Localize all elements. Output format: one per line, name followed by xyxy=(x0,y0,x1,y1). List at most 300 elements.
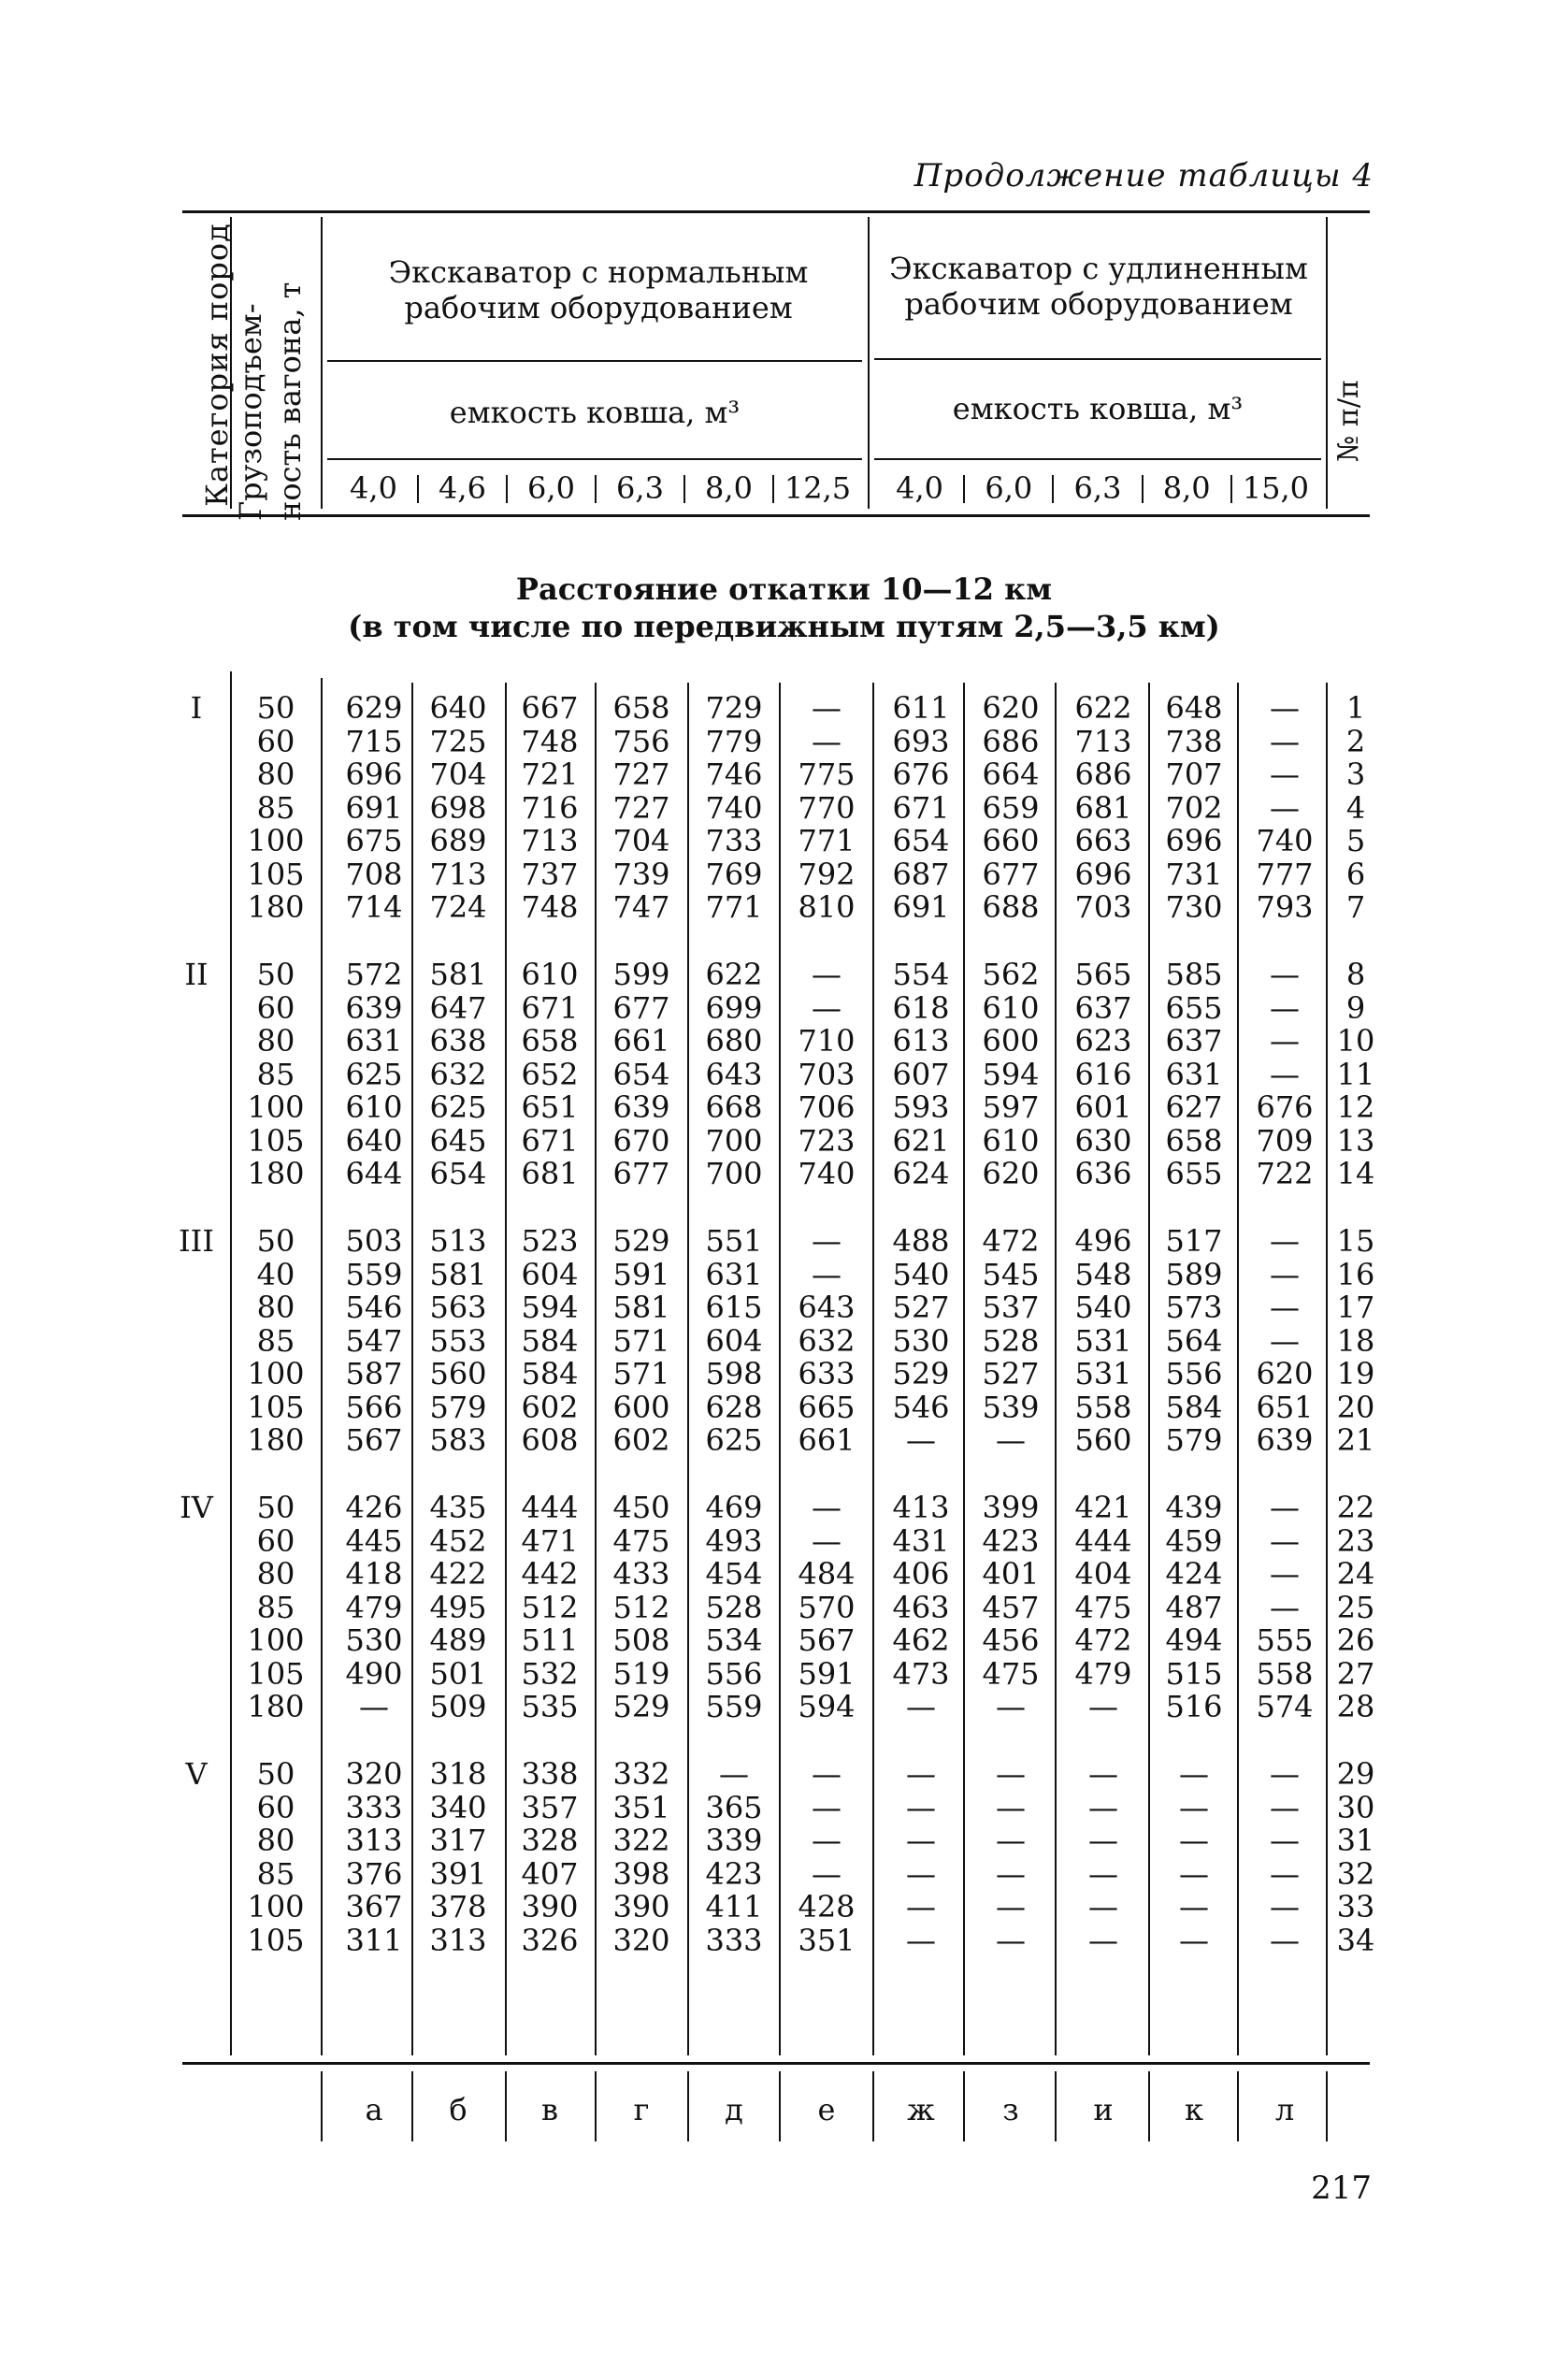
column-letter: г xyxy=(633,2092,650,2127)
table-cell: 671 xyxy=(892,789,950,826)
table-cell: 731 xyxy=(1165,856,1223,892)
capacity-header-line1: Грузоподъем- xyxy=(233,303,268,521)
table-cell: 740 xyxy=(705,789,763,826)
row-number-column xyxy=(1332,1225,1379,1458)
table-cell: 450 xyxy=(612,1490,670,1525)
table-cell: 687 xyxy=(892,856,950,892)
table-cell: 566 xyxy=(345,1389,403,1425)
row-number: 10 xyxy=(1336,1023,1375,1059)
table-cell: 534 xyxy=(705,1622,763,1658)
row-number: 17 xyxy=(1336,1290,1375,1325)
table-cell: 399 xyxy=(982,1490,1040,1525)
bucket-volume: 8,0 xyxy=(1162,470,1211,506)
table-cell: 585 xyxy=(1165,957,1223,992)
table-cell: 584 xyxy=(1165,1389,1223,1425)
table-cell: — xyxy=(1270,957,1300,992)
table-cell: 607 xyxy=(892,1056,950,1092)
data-column xyxy=(692,1225,776,1458)
section-title xyxy=(0,570,1568,645)
table-cell: 733 xyxy=(705,823,763,858)
bucket-volume: 4,6 xyxy=(439,470,486,506)
table-cell: 563 xyxy=(429,1290,487,1325)
table-cell: 489 xyxy=(429,1622,487,1658)
extended-bucket-label: емкость ковша, м³ xyxy=(952,391,1244,426)
table-cell: — xyxy=(1179,1922,1209,1958)
capacity-cell: 105 xyxy=(247,856,305,892)
table-cell: — xyxy=(359,1689,389,1724)
table-cell: 610 xyxy=(345,1089,403,1125)
section-title-line2: (в том числе по передвижным путям 2,5—3,5 км) xyxy=(348,609,1220,644)
data-column xyxy=(599,959,683,1191)
row-number: 2 xyxy=(1345,723,1366,759)
row-number: 30 xyxy=(1336,1789,1375,1825)
table-cell: — xyxy=(906,1855,936,1892)
table-cell: 639 xyxy=(345,989,403,1026)
table-cell: 604 xyxy=(705,1322,763,1359)
capacity-cell: 60 xyxy=(256,723,295,759)
row-number: 29 xyxy=(1336,1756,1375,1792)
data-column xyxy=(1243,692,1327,925)
table-cell: — xyxy=(812,1256,842,1292)
table-cell: 452 xyxy=(429,1522,487,1559)
table-cell: 537 xyxy=(982,1290,1040,1325)
table-cell: 710 xyxy=(798,1023,856,1059)
capacity-cell: 80 xyxy=(256,1556,295,1592)
data-column xyxy=(416,1492,500,1724)
table-cell: 581 xyxy=(612,1290,670,1325)
header-subrule xyxy=(874,458,1321,460)
bucket-volume: 4,0 xyxy=(350,470,397,506)
table-cell: 462 xyxy=(892,1622,950,1658)
table-cell: — xyxy=(1270,1256,1300,1292)
table-cell: 527 xyxy=(892,1290,950,1325)
table-cell: 677 xyxy=(982,856,1040,892)
table-cell: 555 xyxy=(1256,1622,1314,1658)
table-cell: 655 xyxy=(1165,989,1223,1026)
table-cell: 640 xyxy=(345,1122,403,1159)
capacity-column xyxy=(238,959,313,1191)
column-letter: е xyxy=(817,2092,836,2127)
table-cell: 515 xyxy=(1165,1655,1223,1692)
table-cell: — xyxy=(1270,1556,1300,1592)
table-cell: 567 xyxy=(345,1422,403,1458)
table-cell: 654 xyxy=(892,823,950,858)
table-cell: 571 xyxy=(612,1356,670,1391)
table-cell: 748 xyxy=(521,889,579,925)
capacity-cell: 180 xyxy=(247,1156,305,1191)
table-cell: 739 xyxy=(612,856,670,892)
table-cell: 554 xyxy=(892,957,950,992)
table-cell: — xyxy=(906,1422,936,1458)
table-cell: 700 xyxy=(705,1122,763,1159)
row-number-column xyxy=(1332,692,1379,925)
table-cell: 681 xyxy=(521,1156,579,1191)
table-cell: 721 xyxy=(521,757,579,792)
table-cell: 472 xyxy=(1074,1622,1132,1658)
row-number: 5 xyxy=(1345,823,1366,858)
table-cell: 471 xyxy=(521,1522,579,1559)
table-cell: 691 xyxy=(345,789,403,826)
table-cell: 401 xyxy=(982,1556,1040,1592)
table-cell: — xyxy=(906,1823,936,1858)
table-cell: — xyxy=(1270,1290,1300,1325)
table-cell: 435 xyxy=(429,1490,487,1525)
table-cell: 532 xyxy=(521,1655,579,1692)
data-column xyxy=(784,1492,869,1724)
volume-separator xyxy=(595,475,597,503)
table-cell: 633 xyxy=(798,1356,856,1391)
body-divider xyxy=(963,683,965,2055)
table-cell: 703 xyxy=(1074,889,1132,925)
data-column xyxy=(784,692,869,925)
table-cell: — xyxy=(906,1689,936,1724)
table-cell: 688 xyxy=(982,889,1040,925)
table-cell: — xyxy=(812,1756,842,1792)
section-title-line1: Расстояние откатки 10—12 км xyxy=(515,571,1053,607)
table-cell: 487 xyxy=(1165,1589,1223,1625)
table-cell: 445 xyxy=(345,1522,403,1559)
table-cell: 676 xyxy=(1256,1089,1314,1125)
body-divider xyxy=(779,683,781,2055)
table-cell: 620 xyxy=(982,1156,1040,1191)
row-number: 14 xyxy=(1336,1156,1375,1191)
table-cell: — xyxy=(812,989,842,1026)
table-cell: 390 xyxy=(612,1889,670,1924)
table-cell: 660 xyxy=(982,823,1040,858)
table-cell: 573 xyxy=(1165,1290,1223,1325)
table-cell: 601 xyxy=(1074,1089,1132,1125)
table-cell: 696 xyxy=(1074,856,1132,892)
table-cell: 663 xyxy=(1074,823,1132,858)
table-cell: 574 xyxy=(1256,1689,1314,1724)
capacity-cell: 50 xyxy=(256,1756,295,1792)
data-column xyxy=(969,959,1053,1191)
table-cell: 579 xyxy=(1165,1422,1223,1458)
data-column xyxy=(1152,692,1236,925)
table-cell: 644 xyxy=(345,1156,403,1191)
table-cell: 771 xyxy=(705,889,763,925)
table-cell: — xyxy=(1179,1855,1209,1892)
table-cell: 625 xyxy=(429,1089,487,1125)
table-cell: 723 xyxy=(798,1122,856,1159)
table-cell: 654 xyxy=(612,1056,670,1092)
table-cell: 322 xyxy=(612,1823,670,1858)
table-cell: 512 xyxy=(521,1589,579,1625)
capacity-header-line2: ность вагона, т xyxy=(272,281,308,521)
column-letter: з xyxy=(1002,2092,1019,2127)
table-cell: 572 xyxy=(345,957,403,992)
row-number: 34 xyxy=(1336,1922,1375,1958)
table-cell: 632 xyxy=(798,1322,856,1359)
table-cell: 693 xyxy=(892,723,950,759)
table-cell: 667 xyxy=(521,690,579,726)
table-cell: 729 xyxy=(705,690,763,726)
table-cell: 664 xyxy=(982,757,1040,792)
table-cell: — xyxy=(996,1889,1026,1924)
table-cell: 376 xyxy=(345,1855,403,1892)
table-cell: 495 xyxy=(429,1589,487,1625)
table-cell: 556 xyxy=(705,1655,763,1692)
table-cell: 407 xyxy=(521,1855,579,1892)
table-cell: — xyxy=(812,690,842,726)
table-cell: 651 xyxy=(1256,1389,1314,1425)
letter-separator xyxy=(1237,2071,1239,2141)
data-column xyxy=(784,1225,869,1458)
capacity-cell: 105 xyxy=(247,1389,305,1425)
capacity-cell: 80 xyxy=(256,1290,295,1325)
table-cell: — xyxy=(996,1922,1026,1958)
table-cell: — xyxy=(1088,1855,1118,1892)
extended-equipment-title xyxy=(874,251,1323,322)
table-cell: 713 xyxy=(521,823,579,858)
table-cell: 463 xyxy=(892,1589,950,1625)
table-cell: 444 xyxy=(521,1490,579,1525)
table-cell: 529 xyxy=(612,1689,670,1724)
page-number: 217 xyxy=(1311,2169,1372,2207)
table-cell: 560 xyxy=(429,1356,487,1391)
table-cell: 611 xyxy=(892,690,950,726)
table-cell: 631 xyxy=(1165,1056,1223,1092)
table-cell: 631 xyxy=(345,1023,403,1059)
capacity-cell: 60 xyxy=(256,989,295,1026)
table-cell: 479 xyxy=(1074,1655,1132,1692)
row-number: 24 xyxy=(1336,1556,1375,1592)
data-column xyxy=(969,1758,1053,1957)
data-column xyxy=(599,1225,683,1458)
table-cell: 602 xyxy=(521,1389,579,1425)
data-column xyxy=(1061,959,1145,1191)
table-cell: 655 xyxy=(1165,1156,1223,1191)
data-column xyxy=(332,959,416,1191)
table-cell: 479 xyxy=(345,1589,403,1625)
table-cell: 490 xyxy=(345,1655,403,1692)
data-column xyxy=(784,959,869,1191)
table-cell: 423 xyxy=(705,1855,763,1892)
table-cell: 725 xyxy=(429,723,487,759)
row-number: 15 xyxy=(1336,1223,1375,1259)
normal-title-line1: Экскаватор с нормальным xyxy=(388,254,809,290)
table-cell: 659 xyxy=(982,789,1040,826)
table-cell: 777 xyxy=(1256,856,1314,892)
table-cell: 398 xyxy=(612,1855,670,1892)
table-cell: 567 xyxy=(798,1622,856,1658)
data-column xyxy=(969,1492,1053,1724)
table-cell: 512 xyxy=(612,1589,670,1625)
table-cell: 551 xyxy=(705,1223,763,1259)
data-column xyxy=(1243,959,1327,1191)
table-cell: 351 xyxy=(798,1922,856,1958)
table-cell: 616 xyxy=(1074,1056,1132,1092)
table-cell: 709 xyxy=(1256,1122,1314,1159)
table-cell: — xyxy=(1270,1023,1300,1059)
column-letter: и xyxy=(1093,2092,1114,2127)
table-cell: 625 xyxy=(705,1422,763,1458)
table-cell: 584 xyxy=(521,1322,579,1359)
bucket-volume: 6,0 xyxy=(985,470,1033,506)
letter-separator xyxy=(872,2071,874,2141)
table-cell: 722 xyxy=(1256,1156,1314,1191)
header-top-rule xyxy=(182,210,1370,213)
table-cell: 421 xyxy=(1074,1490,1132,1525)
table-cell: 493 xyxy=(705,1522,763,1559)
data-column xyxy=(1243,1225,1327,1458)
table-cell: 629 xyxy=(345,690,403,726)
table-cell: — xyxy=(1270,1490,1300,1525)
data-column xyxy=(969,1225,1053,1458)
table-cell: 351 xyxy=(612,1789,670,1825)
volume-separator xyxy=(1052,475,1054,503)
row-number: 23 xyxy=(1336,1522,1375,1559)
row-number-column xyxy=(1332,1758,1379,1957)
table-cell: 647 xyxy=(429,989,487,1026)
table-cell: 622 xyxy=(705,957,763,992)
letter-separator xyxy=(1148,2071,1150,2141)
table-cell: 623 xyxy=(1074,1023,1132,1059)
table-cell: — xyxy=(1088,1789,1118,1825)
row-number: 21 xyxy=(1336,1422,1375,1458)
row-number: 20 xyxy=(1336,1389,1375,1425)
table-cell: 665 xyxy=(798,1389,856,1425)
table-cell: — xyxy=(1270,1756,1300,1792)
capacity-cell: 100 xyxy=(247,1089,305,1125)
table-cell: 738 xyxy=(1165,723,1223,759)
capacity-cell: 80 xyxy=(256,757,295,792)
table-cell: 624 xyxy=(892,1156,950,1191)
table-cell: 406 xyxy=(892,1556,950,1592)
table-cell: 632 xyxy=(429,1056,487,1092)
data-column xyxy=(332,1225,416,1458)
table-cell: 587 xyxy=(345,1356,403,1391)
letter-separator xyxy=(1055,2071,1057,2141)
table-cell: — xyxy=(996,1422,1026,1458)
table-cell: 661 xyxy=(798,1422,856,1458)
table-cell: 589 xyxy=(1165,1256,1223,1292)
table-cell: 610 xyxy=(521,957,579,992)
table-cell: 703 xyxy=(798,1056,856,1092)
table-cell: — xyxy=(906,1922,936,1958)
row-number: 7 xyxy=(1345,889,1366,925)
table-cell: 716 xyxy=(521,789,579,826)
table-cell: — xyxy=(1270,1322,1300,1359)
table-cell: 637 xyxy=(1074,989,1132,1026)
table-cell: 527 xyxy=(982,1356,1040,1391)
table-cell: 715 xyxy=(345,723,403,759)
table-cell: 707 xyxy=(1165,757,1223,792)
table-cell: 547 xyxy=(345,1322,403,1359)
data-column xyxy=(508,959,592,1191)
table-cell: 631 xyxy=(705,1256,763,1292)
table-cell: 318 xyxy=(429,1756,487,1792)
table-cell: — xyxy=(1179,1789,1209,1825)
table-cell: — xyxy=(1088,1922,1118,1958)
table-cell: 558 xyxy=(1256,1655,1314,1692)
table-cell: 699 xyxy=(705,989,763,1026)
table-cell: 708 xyxy=(345,856,403,892)
table-cell: 810 xyxy=(798,889,856,925)
row-number: 33 xyxy=(1336,1889,1375,1924)
table-cell: 713 xyxy=(1074,723,1132,759)
data-column xyxy=(599,692,683,925)
data-column xyxy=(1152,1758,1236,1957)
table-cell: 475 xyxy=(612,1522,670,1559)
header-bottom-rule xyxy=(182,514,1370,517)
table-cell: 548 xyxy=(1074,1256,1132,1292)
capacity-cell: 100 xyxy=(247,1356,305,1391)
table-cell: 367 xyxy=(345,1889,403,1924)
table-cell: 564 xyxy=(1165,1322,1223,1359)
row-number-column xyxy=(1332,959,1379,1191)
capacity-cell: 100 xyxy=(247,823,305,858)
table-cell: — xyxy=(812,723,842,759)
table-cell: 724 xyxy=(429,889,487,925)
table-cell: 775 xyxy=(798,757,856,792)
table-cell: — xyxy=(719,1756,749,1792)
table-cell: — xyxy=(1270,690,1300,726)
data-column xyxy=(879,1758,963,1957)
table-cell: 494 xyxy=(1165,1622,1223,1658)
table-cell: 648 xyxy=(1165,690,1223,726)
data-column xyxy=(1152,1225,1236,1458)
table-cell: — xyxy=(1270,1823,1300,1858)
table-cell: 556 xyxy=(1165,1356,1223,1391)
table-cell: — xyxy=(1270,1889,1300,1924)
table-cell: — xyxy=(996,1823,1026,1858)
table-cell: 562 xyxy=(982,957,1040,992)
capacity-cell: 50 xyxy=(256,690,295,726)
capacity-cell: 50 xyxy=(256,1490,295,1525)
table-cell: 442 xyxy=(521,1556,579,1592)
table-cell: 704 xyxy=(612,823,670,858)
row-number: 19 xyxy=(1336,1356,1375,1391)
data-column xyxy=(332,1758,416,1957)
data-column xyxy=(599,1492,683,1724)
normal-bucket-label: емкость ковша, м³ xyxy=(449,395,741,430)
table-cell: 529 xyxy=(612,1223,670,1259)
table-cell: 469 xyxy=(705,1490,763,1525)
header-divider xyxy=(1326,217,1328,509)
table-cell: 333 xyxy=(705,1922,763,1958)
table-cell: 418 xyxy=(345,1556,403,1592)
normal-equipment-title xyxy=(337,254,860,325)
table-bottom-rule xyxy=(182,2062,1370,2065)
data-column xyxy=(969,692,1053,925)
table-cell: 523 xyxy=(521,1223,579,1259)
bucket-volume: 15,0 xyxy=(1242,470,1310,506)
table-cell: 404 xyxy=(1074,1556,1132,1592)
capacity-cell: 105 xyxy=(247,1922,305,1958)
data-column xyxy=(416,959,500,1191)
table-cell: 713 xyxy=(429,856,487,892)
data-column xyxy=(1152,1492,1236,1724)
row-number: 11 xyxy=(1336,1056,1375,1092)
body-divider xyxy=(1148,683,1150,2055)
table-cell: 428 xyxy=(798,1889,856,1924)
column-letter: к xyxy=(1185,2092,1203,2127)
table-cell: 357 xyxy=(521,1789,579,1825)
table-cell: — xyxy=(1088,1689,1118,1724)
table-cell: 508 xyxy=(612,1622,670,1658)
column-letter: а xyxy=(365,2092,383,2127)
table-cell: — xyxy=(1179,1756,1209,1792)
table-cell: 628 xyxy=(705,1389,763,1425)
table-cell: 706 xyxy=(798,1089,856,1125)
table-cell: 313 xyxy=(345,1823,403,1858)
bucket-volume: 6,3 xyxy=(616,470,664,506)
table-cell: 431 xyxy=(892,1522,950,1559)
table-cell: — xyxy=(1088,1889,1118,1924)
capacity-column xyxy=(238,1758,313,1957)
table-cell: 622 xyxy=(1074,690,1132,726)
